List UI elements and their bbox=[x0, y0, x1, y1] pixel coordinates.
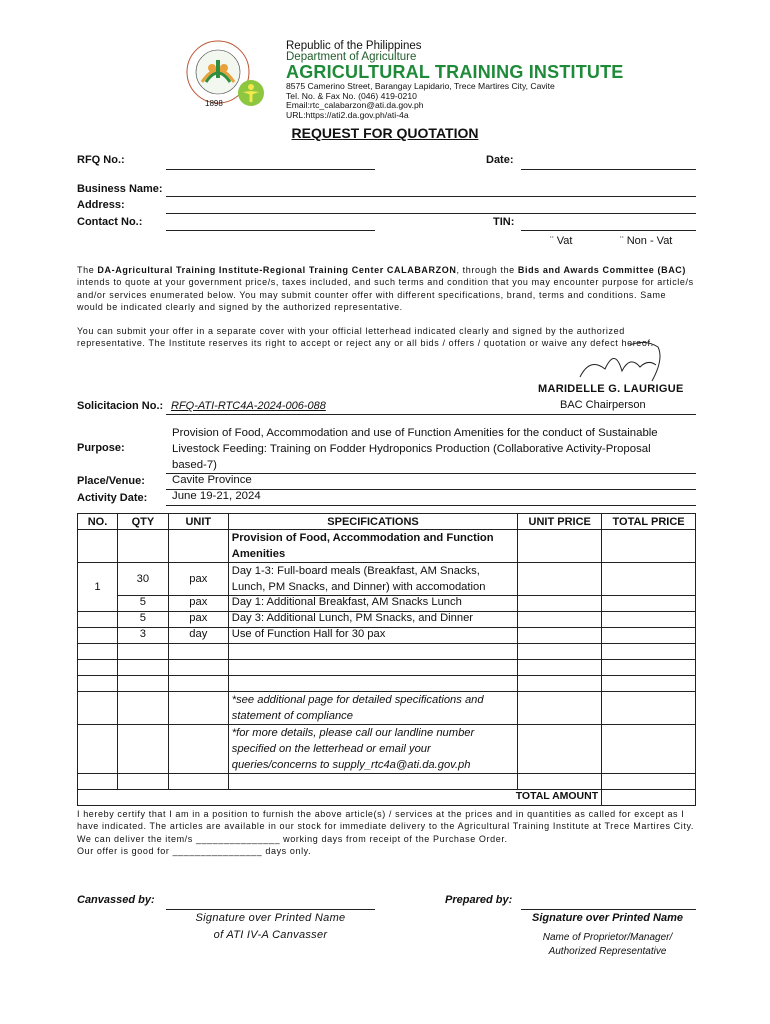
total-amount-cell[interactable] bbox=[602, 790, 696, 806]
table-row bbox=[78, 530, 696, 563]
col-total-price: TOTAL PRICE bbox=[602, 514, 696, 530]
date-label: Date: bbox=[486, 154, 514, 166]
spec-cell: Day 1-3: Full-board meals (Breakfast, AM Snacks, Lunch, PM Snacks, and Dinner) with accomodation bbox=[228, 563, 518, 596]
activity-label: Activity Date: bbox=[77, 492, 148, 504]
total-price-cell[interactable] bbox=[602, 563, 696, 596]
prepared-sig-caption: Signature over Printed Name bbox=[532, 912, 683, 924]
prepared-signature-line[interactable] bbox=[521, 909, 696, 910]
total-label: TOTAL AMOUNT bbox=[78, 790, 602, 806]
solicitation-line bbox=[166, 414, 696, 415]
purpose-label: Purpose: bbox=[77, 442, 125, 454]
unit-cell: day bbox=[168, 628, 228, 644]
prepared-label: Prepared by: bbox=[445, 894, 513, 906]
intro-text-2: , through the bbox=[456, 265, 518, 275]
canvasser-signature-line[interactable] bbox=[166, 909, 375, 910]
vat-checkbox[interactable]: ¨ Vat bbox=[550, 235, 573, 247]
total-row bbox=[78, 790, 696, 806]
col-unit: UNIT bbox=[168, 514, 228, 530]
chair-name: MARIDELLE G. LAURIGUE bbox=[538, 383, 684, 395]
logo-year: 1898 bbox=[205, 99, 223, 108]
institute-name: AGRICULTURAL TRAINING INSTITUTE bbox=[286, 62, 624, 82]
offer-validity-text: Our offer is good for ________________ days only. bbox=[77, 846, 312, 857]
solicitation-number: RFQ-ATI-RTC4A-2024-006-088 bbox=[171, 400, 326, 412]
intro-bac: Bids and Awards Committee (BAC) bbox=[517, 265, 686, 275]
business-field[interactable] bbox=[166, 196, 696, 197]
unit-price-cell[interactable] bbox=[518, 563, 602, 596]
total-price-cell[interactable] bbox=[602, 596, 696, 612]
unit-cell: pax bbox=[168, 596, 228, 612]
venue-label: Place/Venue: bbox=[77, 475, 145, 487]
unit-price-cell[interactable] bbox=[518, 628, 602, 644]
intro-text-1: The bbox=[77, 265, 98, 275]
address-label: Address: bbox=[77, 199, 125, 211]
specification-table bbox=[77, 513, 696, 806]
certification-paragraph bbox=[77, 808, 695, 858]
intro-text-3: intends to quote at your government price/s, taxes included, and such terms and condition that you may encounter purpose for article/s and/or services enumerated below. You may submit counter offer with different specifications, brand, terms and conditions. Same would be indicated clearly and signed by the authorized representative. bbox=[77, 277, 694, 313]
certify-text: I hereby certify that I am in a position to furnish the above article(s) / services at the prices and in quantities as called for except as I have indicated. The articles are available in our stock for immediate delivery to the Agricultural Training Institute at Trece Martires City. bbox=[77, 809, 695, 832]
address-field[interactable] bbox=[166, 213, 696, 214]
note-compliance: *see additional page for detailed specifications and statement of compliance bbox=[228, 692, 518, 725]
qty-cell: 5 bbox=[117, 596, 168, 612]
activity-line bbox=[166, 505, 696, 506]
spec-cell: Day 3: Additional Lunch, PM Snacks, and Dinner bbox=[228, 612, 518, 628]
chair-title: BAC Chairperson bbox=[560, 399, 646, 411]
qty-cell: 30 bbox=[117, 563, 168, 596]
tin-field[interactable] bbox=[521, 230, 696, 231]
qty-cell: 5 bbox=[117, 612, 168, 628]
col-specifications: SPECIFICATIONS bbox=[228, 514, 518, 530]
rfq-label: RFQ No.: bbox=[77, 154, 125, 166]
unit-price-cell[interactable] bbox=[518, 612, 602, 628]
contact-field[interactable] bbox=[166, 230, 375, 231]
canvasser-of-caption: of ATI IV-A Canvasser bbox=[213, 929, 328, 941]
table-row bbox=[78, 628, 696, 644]
table-row bbox=[78, 692, 696, 725]
purpose-value: Provision of Food, Accommodation and use of Function Amenities for the conduct of Sustainable Livestock Feeding: Training on Fodder Hydroponics Production (Collaborative Activity-Proposal based-7) bbox=[172, 427, 658, 471]
col-qty: QTY bbox=[117, 514, 168, 530]
table-row bbox=[78, 660, 696, 676]
ati-logo bbox=[236, 78, 266, 108]
item-number: 1 bbox=[78, 563, 118, 612]
col-no: NO. bbox=[78, 514, 118, 530]
spec-cell: Use of Function Hall for 30 pax bbox=[228, 628, 518, 644]
table-row bbox=[78, 563, 696, 596]
spec-cell: Day 1: Additional Breakfast, AM Snacks Lunch bbox=[228, 596, 518, 612]
email-text: Email:rtc_calabarzon@ati.da.gov.ph bbox=[286, 100, 424, 110]
table-row bbox=[78, 612, 696, 628]
solicitation-label: Solicitacion No.: bbox=[77, 400, 164, 412]
unit-cell: pax bbox=[168, 612, 228, 628]
table-row bbox=[78, 774, 696, 790]
col-unit-price: UNIT PRICE bbox=[518, 514, 602, 530]
address-text: 8575 Camerino Street, Barangay Lapidario, Trece Martires City, Cavite bbox=[286, 81, 555, 91]
table-header-row bbox=[78, 514, 696, 530]
unit-cell: pax bbox=[168, 563, 228, 596]
table-row bbox=[78, 676, 696, 692]
rfq-field[interactable] bbox=[166, 169, 375, 170]
department-text: Department of Agriculture bbox=[286, 51, 417, 63]
delivery-text: We can deliver the item/s _______________ working days from receipt of the Purchase Order. bbox=[77, 833, 508, 844]
canvasser-sig-caption: Signature over Printed Name bbox=[195, 912, 346, 924]
qty-cell: 3 bbox=[117, 628, 168, 644]
note-contact: *for more details, please call our landline number specified on the letterhead or email your queries/concerns to supply_rtc4a@ati.da.gov.ph bbox=[228, 725, 518, 774]
submit-paragraph: You can submit your offer in a separate cover with your official letterhead indicated clearly and signed by the authorized representative. The Institute reserves its right to accept or reject any or all bids / offers / quotation or waive any defect hereof. bbox=[77, 326, 654, 349]
page-title: REQUEST FOR QUOTATION bbox=[291, 125, 479, 141]
total-price-cell[interactable] bbox=[602, 612, 696, 628]
table-row bbox=[78, 596, 696, 612]
prepared-role-2: Authorized Representative bbox=[548, 946, 667, 957]
contact-label: Contact No.: bbox=[77, 216, 143, 228]
intro-paragraph bbox=[77, 264, 695, 314]
intro-office: DA-Agricultural Training Institute-Regional Training Center CALABARZON bbox=[97, 265, 457, 275]
venue-value: Cavite Province bbox=[172, 474, 252, 486]
tin-label: TIN: bbox=[493, 216, 515, 228]
date-field[interactable] bbox=[521, 169, 696, 170]
business-label: Business Name: bbox=[77, 183, 163, 195]
nonvat-checkbox[interactable]: ¨ Non - Vat bbox=[620, 235, 673, 247]
table-row bbox=[78, 644, 696, 660]
republic-text: Republic of the Philippines bbox=[286, 40, 422, 52]
table-row bbox=[78, 725, 696, 774]
tel-text: Tel. No. & Fax No. (046) 419-0210 bbox=[286, 90, 417, 101]
canvassed-label: Canvassed by: bbox=[77, 894, 155, 906]
prepared-role-1: Name of Proprietor/Manager/ bbox=[542, 932, 673, 943]
unit-price-cell[interactable] bbox=[518, 596, 602, 612]
activity-value: June 19-21, 2024 bbox=[172, 490, 261, 502]
url-text: URL:https://ati2.da.gov.ph/ati-4a bbox=[286, 109, 409, 120]
total-price-cell[interactable] bbox=[602, 628, 696, 644]
spec-title: Provision of Food, Accommodation and Function Amenities bbox=[228, 530, 518, 563]
letterhead bbox=[286, 41, 624, 120]
